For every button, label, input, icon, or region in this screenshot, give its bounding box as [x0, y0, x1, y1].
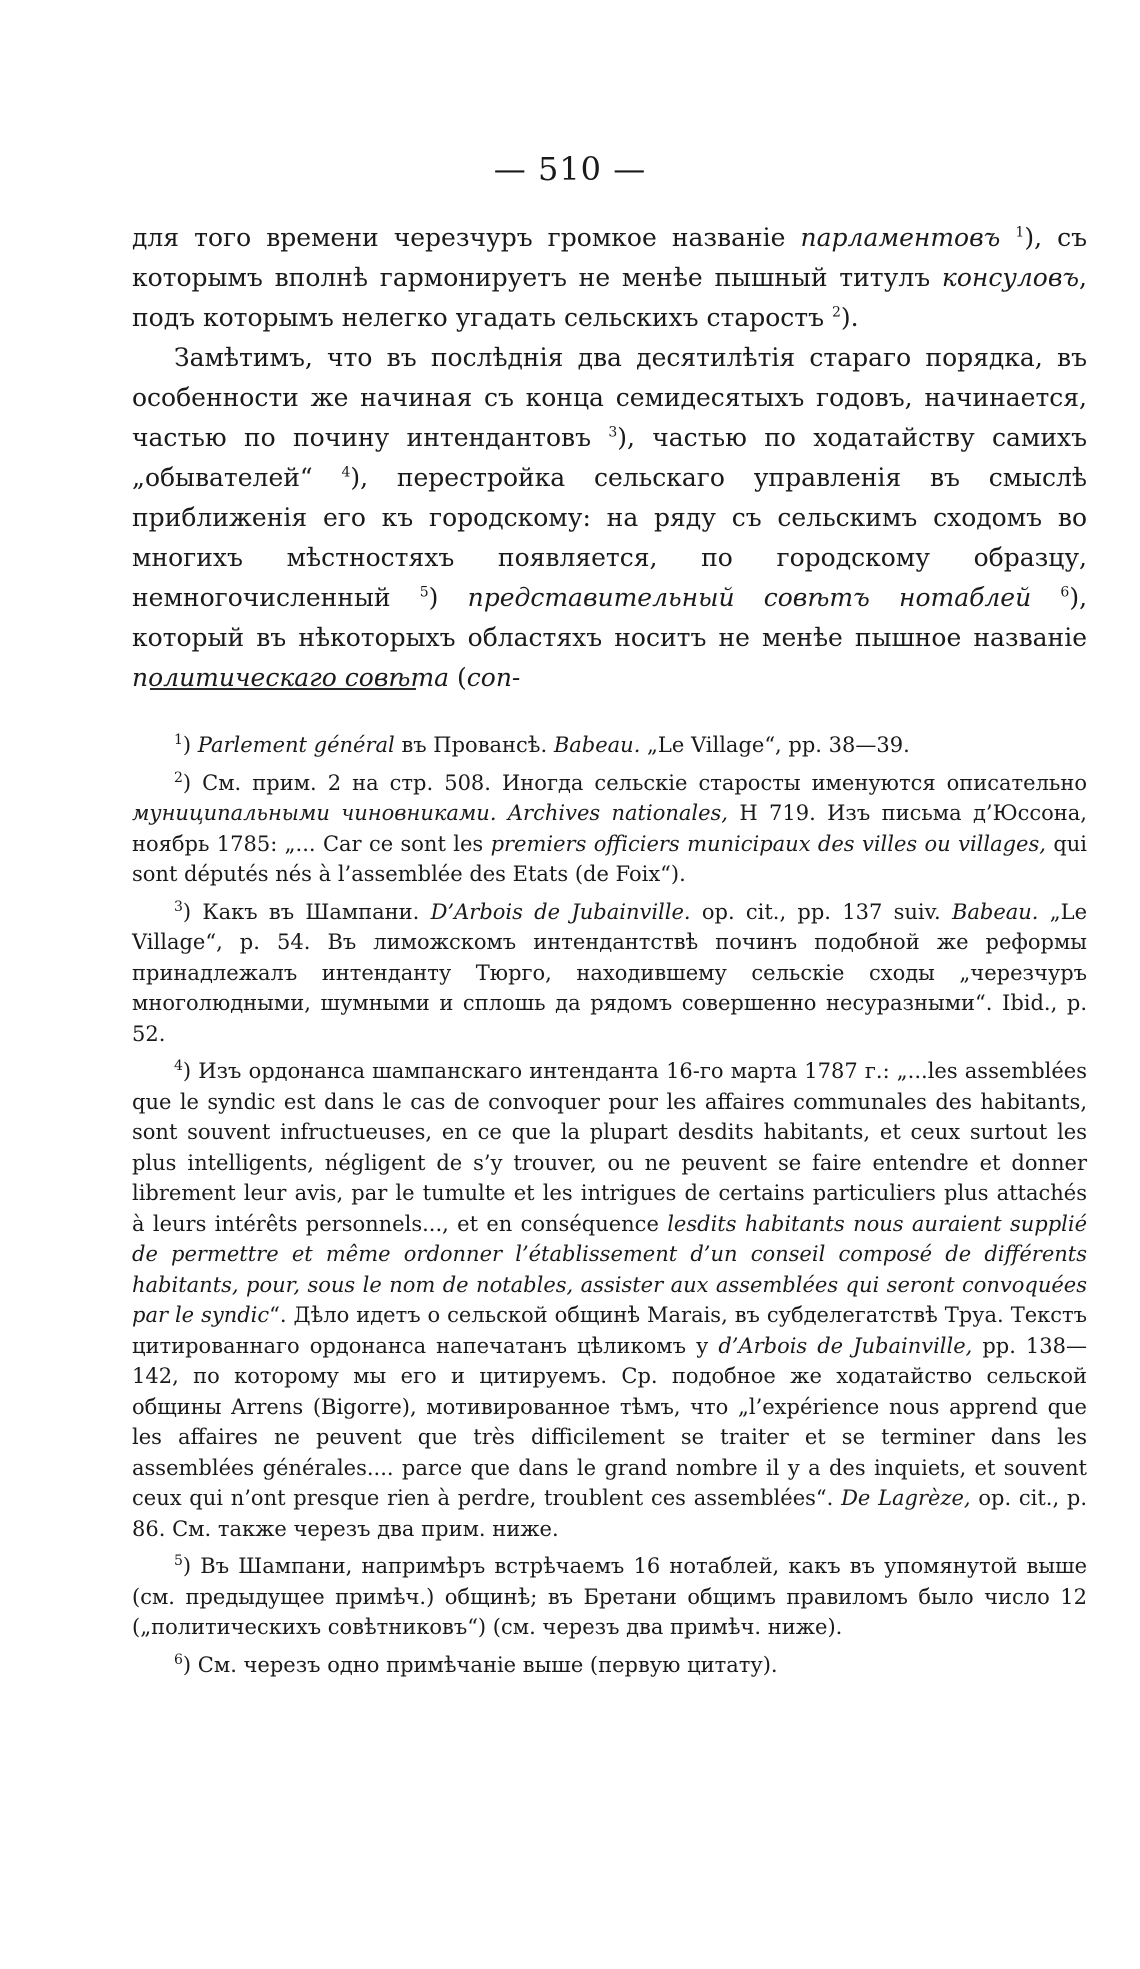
text-run: pp. 138—142, по которому мы его и цитируемъ. Ср. подобное же ходатайство сельской общины Arrens (Bigorre), мотивированное тѣмъ, что „l’expérience nous apprend que les affaires ne peuvent que très difficilement se traiter et se terminer dans les assemblées générales.... parce que dans le grand nombre il y a des inquiets, et souvent ceux qui n’ont presque rien à perdre, troublent ces assemblées“.	[132, 1333, 1087, 1510]
footnote-marker: 2	[831, 304, 841, 321]
text-run: “. Дѣло идетъ о сельской общинѣ Marais, въ субделегатствѣ Труа. Текстъ цитированнаго ордонанса напечатанъ цѣликомъ у	[132, 1303, 1087, 1358]
footnote-5	[132, 1551, 1087, 1643]
paragraph-1	[132, 218, 1087, 338]
text-run: (	[449, 663, 467, 692]
footnote-marker: 6	[1060, 584, 1070, 601]
text-run	[1031, 583, 1060, 612]
text-run: ).	[840, 303, 859, 332]
italic-text: парламентовъ	[800, 223, 1001, 252]
italic-text: Babeau.	[951, 899, 1039, 924]
text-run: op. cit., pp. 137 suiv.	[690, 899, 952, 924]
footnote-divider	[150, 688, 416, 690]
text-run: ) См. черезъ одно примѣчаніе выше (первую цитату).	[182, 1652, 778, 1677]
italic-text: представительный совѣтъ нотаблей	[467, 583, 1032, 612]
footnote-3	[132, 897, 1087, 1050]
italic-text: con-	[466, 663, 521, 692]
italic-text: Babeau.	[553, 733, 641, 757]
italic-text: D’Arbois de Jubainville.	[430, 899, 691, 924]
footnote-marker: 5	[174, 1553, 183, 1569]
text-run: для того времени черезчуръ громкое названіе	[132, 223, 801, 252]
text-run: „Le Village“, p. 54. Въ лиможскомъ интендантствѣ починъ подобной же реформы принадлежалъ интенданту Тюрго, находившему сельскіе сходы „черезчуръ многолюдными, шумными и сплошь да рядомъ совершенно несуразными“. Ibid., p. 52.	[132, 899, 1088, 1046]
italic-text: Archives nationales,	[507, 801, 728, 825]
footnote-marker: 3	[608, 424, 618, 441]
text-run: въ Прованcѣ.	[394, 733, 554, 757]
footnotes	[132, 730, 1087, 1687]
text-run: ) Какъ въ Шампани.	[182, 899, 431, 924]
text-run: ) Въ Шампани, напримѣръ встрѣчаемъ 16 нотаблей, какъ въ упомянутой выше (см. предыдущее примѣч.) общинѣ; въ Бретани общимъ правиломъ было число 12 („политическихъ совѣтниковъ“) (см. черезъ два примѣч. ниже).	[132, 1554, 1087, 1639]
footnote-4	[132, 1056, 1087, 1544]
footnote-marker: 5	[419, 584, 429, 601]
paragraph-2	[132, 338, 1087, 698]
text-run: ) Изъ ордонанса шампанскаго интенданта 16-го марта 1787 г.: „...les assemblées que le syndic est dans le cas de convoquer pour les affaires communales des habitants, sont souvent infructueuses, en ce que la plupart desdits habitants, et ceux surtout les plus intelligents, négligent de s’y trouver, ou ne peuvent se faire entendre et donner librement leur avis, par le tumulte et les intrigues de certains particuliers plus attachés à leurs intérêts personnels..., et en conséquence	[132, 1059, 1087, 1236]
italic-text: lesdits habitants nous auraient supplié de permettre et même ordonner l’établissement d’un conseil composé de différents habitants, pour, sous le nom de notables, assister aux assemblées qui seront convoquées par le syndic	[132, 1211, 1087, 1327]
italic-text: De Lagrèze,	[841, 1486, 971, 1510]
footnote-marker: 4	[174, 1058, 183, 1074]
text-run	[497, 801, 508, 825]
italic-text: муниципальными чиновниками.	[132, 801, 497, 825]
text-run: H 719. Изъ письма д’Юссона, ноябрь 1785: „... Car ce sont les	[132, 801, 1087, 856]
text-run: ), частью по ходатайству самихъ „обывателей“	[132, 423, 1088, 492]
footnote-marker: 6	[174, 1651, 183, 1668]
footnote-marker: 1	[1015, 224, 1025, 241]
text-run: „Le Village“, pp. 38—39.	[640, 733, 910, 757]
text-run: ), съ которымъ вполнѣ гармонируетъ не менѣе пышный титулъ	[132, 223, 1088, 292]
text-run	[1000, 223, 1015, 252]
italic-text: политическаго совѣта	[132, 663, 450, 692]
page-number: — 510 —	[493, 150, 647, 188]
italic-text: консуловъ	[941, 263, 1080, 292]
footnote-marker: 1	[174, 732, 183, 748]
text-run: qui sont députés nés à l’assemblée des Etats (de Foix“).	[132, 831, 1088, 886]
text-run: op. cit., p. 86. См. также черезъ два прим. ниже.	[132, 1486, 1087, 1541]
footnote-marker: 4	[341, 464, 351, 481]
footnote-6	[132, 1650, 1087, 1681]
text-run: ) См. прим. 2 на стр. 508. Иногда сельскіе старосты именуются описательно	[182, 770, 1087, 795]
text-run: ), который въ нѣкоторыхъ областяхъ носитъ не менѣе пышное названіе	[132, 583, 1088, 652]
footnote-2	[132, 768, 1087, 890]
italic-text: d’Arbois de Jubainville,	[718, 1333, 973, 1358]
text-run: )	[428, 583, 468, 612]
footnote-marker: 2	[174, 769, 183, 786]
text-run: , подъ которымъ нелегко угадать сельскихъ старостъ	[132, 263, 1087, 332]
text-run: Замѣтимъ, что въ послѣднія два десятилѣтія стараго порядка, въ особенности же начиная съ конца семидесятыхъ годовъ, начинается, частью по почину интендантовъ	[132, 343, 1087, 452]
italic-text: premiers officiers municipaux des villes ou villages,	[490, 831, 1046, 856]
footnote-1	[132, 730, 1087, 761]
text-run: )	[182, 733, 198, 757]
italic-text: Parlement général	[197, 733, 395, 757]
text-run: ), перестройка сельскаго управленія въ смыслѣ приближенія его къ городскому: на ряду съ сельскимъ сходомъ во многихъ мѣстностяхъ появляется, по городскому образцу, немногочисленный	[132, 463, 1087, 612]
main-text	[132, 218, 1087, 698]
footnote-marker: 3	[174, 898, 183, 915]
